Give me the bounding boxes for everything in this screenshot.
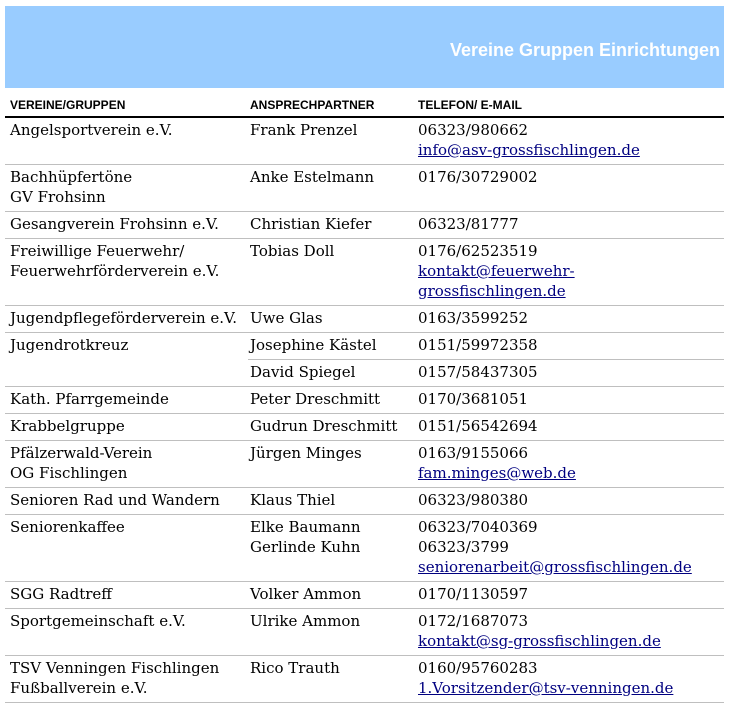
table-row-group-jugendrotkreuz — [5, 333, 724, 387]
group-name-line: Seniorenkaffee — [10, 518, 125, 536]
contact-name: Peter Dreschmitt — [250, 390, 381, 408]
email-link[interactable]: info@asv-grossfischlingen.de — [418, 141, 640, 159]
table-row — [5, 515, 724, 582]
phone-email-cell — [416, 443, 724, 483]
group-subrows — [248, 333, 724, 386]
page-title: Vereine Gruppen Einrichtungen — [449, 40, 720, 60]
email-link[interactable]: seniorenarbeit@grossfischlingen.de — [418, 558, 692, 576]
phone-email-cell — [416, 416, 724, 436]
group-name-line: Bachhüpfertöne — [10, 168, 133, 186]
directory-table — [5, 93, 724, 703]
phone-email-cell — [416, 214, 724, 234]
contact-name: Christian Kiefer — [250, 215, 372, 233]
phone-number: 06323/980380 — [418, 491, 529, 509]
email-link[interactable]: kontakt@feuerwehr- — [418, 262, 575, 280]
contact-name: Ulrike Ammon — [250, 612, 361, 630]
group-name — [5, 120, 248, 140]
phone-number: 0176/30729002 — [418, 168, 538, 186]
phone-number: 0160/95760283 — [418, 659, 538, 677]
table-row — [5, 414, 724, 441]
email-link[interactable]: kontakt@sg-grossfischlingen.de — [418, 632, 661, 650]
table-row — [5, 488, 724, 515]
group-name — [5, 584, 248, 604]
table-row — [5, 306, 724, 333]
phone-number: 0157/58437305 — [418, 363, 538, 381]
group-name — [5, 517, 248, 537]
contact-name: Anke Estelmann — [250, 168, 375, 186]
phone-email-cell — [416, 308, 724, 328]
contact-name: Frank Prenzel — [250, 121, 358, 139]
group-name — [5, 611, 248, 631]
group-name — [5, 167, 248, 207]
table-row — [5, 387, 724, 414]
group-name — [5, 214, 248, 234]
contact-name: Josephine Kästel — [250, 336, 377, 354]
phone-email-cell — [416, 490, 724, 510]
group-name-line: Jugendpflegeförderverein e.V. — [10, 309, 238, 327]
phone-number: 0172/1687073 — [418, 612, 529, 630]
contact-name: Tobias Doll — [250, 242, 335, 260]
group-name — [5, 658, 248, 698]
table-header — [5, 93, 724, 118]
contact-name: David Spiegel — [250, 363, 356, 381]
contact-cell — [248, 241, 416, 261]
table-row — [5, 212, 724, 239]
group-name — [5, 241, 248, 281]
group-name-line: Gesangverein Frohsinn e.V. — [10, 215, 219, 233]
phone-number: 06323/7040369 — [418, 518, 538, 536]
table-row — [5, 239, 724, 306]
contact-name: Elke Baumann — [250, 518, 361, 536]
table-body-bottom — [5, 387, 724, 703]
contact-cell — [248, 416, 416, 436]
contact-cell — [248, 611, 416, 631]
group-name-line: SGG Radtreff — [10, 585, 112, 603]
phone-number: 0170/1130597 — [418, 585, 529, 603]
group-name-line: GV Frohsinn — [10, 188, 106, 206]
phone-number: 0163/9155066 — [418, 444, 529, 462]
phone-email-cell — [416, 241, 724, 301]
phone-number: 06323/81777 — [418, 215, 519, 233]
contact-name: Gudrun Dreschmitt — [250, 417, 398, 435]
contact-cell — [248, 490, 416, 510]
contact-name: Gerlinde Kuhn — [250, 538, 361, 556]
group-name-line: Krabbelgruppe — [10, 417, 125, 435]
phone-email-cell — [416, 584, 724, 604]
group-name — [5, 389, 248, 409]
group-name-line: Senioren Rad und Wandern — [10, 491, 220, 509]
contact-cell — [248, 389, 416, 409]
phone-number: 06323/3799 — [418, 538, 509, 556]
contact-cell — [248, 443, 416, 463]
group-name — [5, 308, 248, 328]
phone-email-cell — [416, 167, 724, 187]
group-name-line: Freiwillige Feuerwehr/ — [10, 242, 185, 260]
table-row — [5, 582, 724, 609]
table-row — [5, 118, 724, 165]
group-name-line: Fußballverein e.V. — [10, 679, 148, 697]
phone-email-cell — [416, 389, 724, 409]
group-name-line: Pfälzerwald-Verein — [10, 444, 153, 462]
contact-cell — [248, 120, 416, 140]
header-banner — [5, 6, 724, 88]
contact-name: Rico Trauth — [250, 659, 340, 677]
table-subrow — [248, 333, 724, 359]
table-body-top — [5, 118, 724, 333]
phone-email-cell — [416, 611, 724, 651]
phone-email-cell — [416, 658, 724, 698]
contact-cell — [248, 308, 416, 328]
group-name-line: TSV Venningen Fischlingen — [10, 659, 220, 677]
column-header-phone-email: TELEFON/ E-MAIL — [418, 97, 522, 112]
contact-name: Volker Ammon — [250, 585, 362, 603]
phone-email-cell — [416, 517, 724, 577]
contact-cell — [248, 584, 416, 604]
table-row — [5, 441, 724, 488]
contact-cell — [248, 517, 416, 557]
group-name-line: Angelsportverein e.V. — [10, 121, 173, 139]
column-header-contact: ANSPRECHPARTNER — [250, 97, 375, 112]
group-name-line: OG Fischlingen — [10, 464, 128, 482]
group-name-line: Kath. Pfarrgemeinde — [10, 390, 169, 408]
email-link[interactable]: fam.minges@web.de — [418, 464, 576, 482]
contact-cell — [248, 214, 416, 234]
phone-number: 0151/56542694 — [418, 417, 538, 435]
contact-cell — [248, 167, 416, 187]
table-row — [5, 609, 724, 656]
phone-number: 06323/980662 — [418, 121, 529, 139]
contact-name: Jürgen Minges — [250, 444, 362, 462]
phone-email-cell — [416, 120, 724, 160]
phone-number: 0176/62523519 — [418, 242, 538, 260]
contact-name: Uwe Glas — [250, 309, 323, 327]
group-name — [5, 490, 248, 510]
table-row — [5, 165, 724, 212]
phone-number: 0163/3599252 — [418, 309, 529, 327]
group-name-line: Feuerwehrförderverein e.V. — [10, 262, 220, 280]
group-name — [5, 416, 248, 436]
table-subrow — [248, 359, 724, 386]
email-link[interactable]: 1.Vorsitzender@tsv-venningen.de — [418, 679, 674, 697]
group-name: Jugendrotkreuz — [10, 336, 129, 354]
table-row — [5, 656, 724, 703]
phone-number: 0151/59972358 — [418, 336, 538, 354]
group-name-line: Sportgemeinschaft e.V. — [10, 612, 186, 630]
phone-number: 0170/3681051 — [418, 390, 529, 408]
column-header-groups: VEREINE/GRUPPEN — [10, 97, 126, 112]
group-name — [5, 443, 248, 483]
contact-cell — [248, 658, 416, 678]
email-link[interactable]: grossfischlingen.de — [418, 282, 566, 300]
contact-name: Klaus Thiel — [250, 491, 336, 509]
